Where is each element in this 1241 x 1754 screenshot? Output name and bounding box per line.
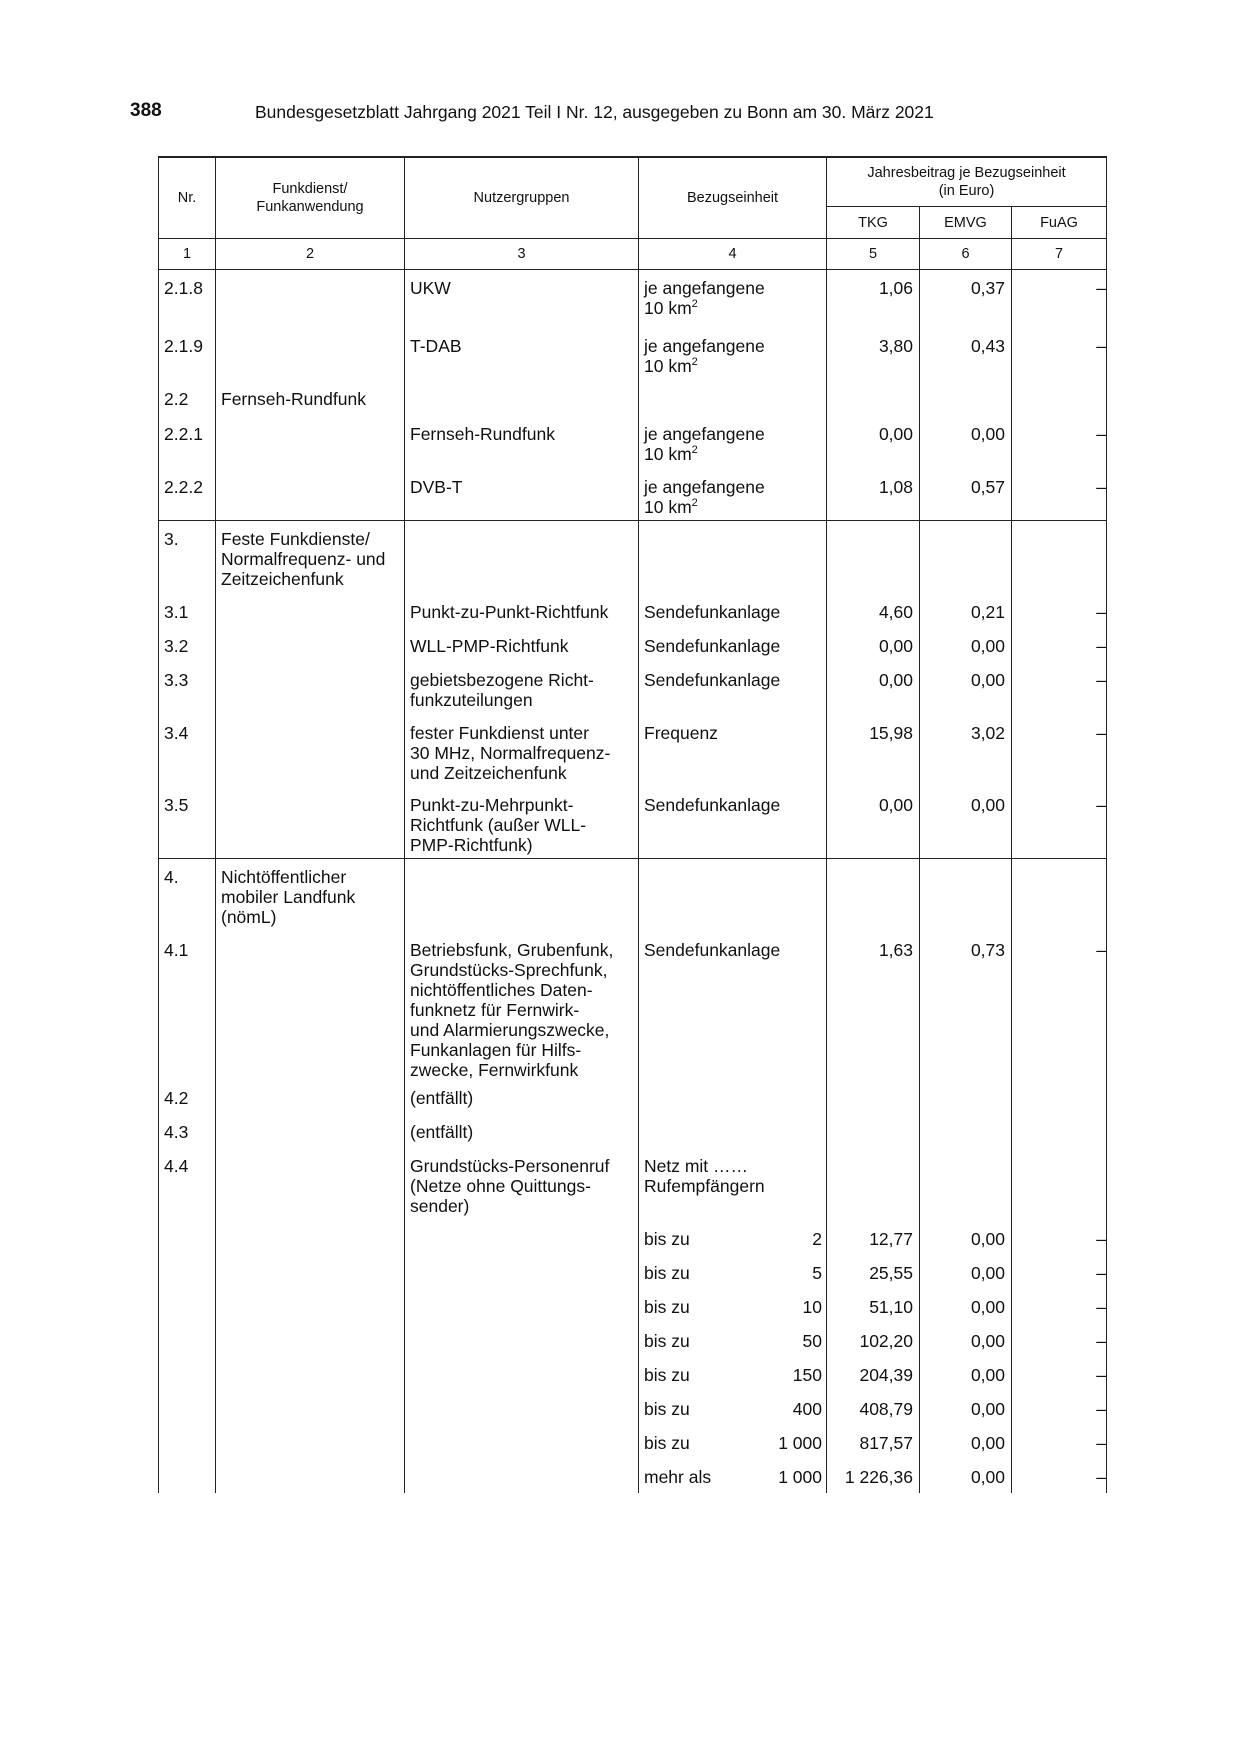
funkdienst-cell [216,787,404,795]
bezugseinheit-cell: je angefangene 10 $km^2$ [644,423,765,464]
fuag-value: – [1096,1296,1107,1317]
fuag-value: – [1096,794,1107,815]
table-row [159,787,1107,859]
fuag-value [1012,859,1106,867]
tkg-value: 12,77 [869,1228,913,1249]
page-title: Bundesgesetzblatt Jahrgang 2021 Teil I Nr. 12, ausgegeben zu Bonn am 30. März 2021 [255,102,934,122]
funkdienst-cell [216,1114,404,1122]
table-row [159,1080,1107,1114]
funkdienst-cell [216,270,404,278]
funkdienst-cell [216,1221,404,1229]
bezugseinheit-cell: bis zu [644,1330,690,1351]
column-number: 6 [920,239,1012,270]
column-number: 1 [159,239,216,270]
row-number: 3.4 [164,722,189,743]
row-number: 4. [164,867,179,887]
funkdienst-cell [216,932,404,940]
page-header [130,100,1030,130]
threshold-count: 1 000 [778,1466,822,1487]
emvg-value: 0,00 [970,1466,1005,1487]
funkdienst-cell [216,1459,404,1467]
fuag-value: – [1096,423,1107,444]
emvg-value: 0,37 [970,278,1005,298]
fuag-value: – [1096,278,1107,298]
header-nutzergruppen: Nutzergruppen [405,157,639,239]
tkg-value: 1,08 [878,476,913,497]
emvg-value: 0,00 [970,423,1005,444]
tkg-value: 3,80 [878,335,913,356]
funkdienst-cell [216,628,404,636]
funkdienst-cell [216,1255,404,1263]
row-number [159,1323,215,1331]
row-number [159,1255,215,1263]
emvg-value: 0,00 [970,1398,1005,1419]
bezugseinheit-cell: Frequenz [644,722,718,743]
nutzergruppe-cell [405,859,638,867]
header-fuag: FuAG [1012,207,1107,239]
row-number [159,1391,215,1399]
funkdienst-cell [216,416,404,424]
threshold-count: 10 [802,1296,822,1317]
table-row [159,328,1107,381]
row-number [159,1221,215,1229]
nutzergruppe-cell [405,381,638,389]
tkg-value: 0,00 [878,635,913,656]
tkg-value: 817,57 [859,1432,913,1453]
fuag-value: – [1096,1262,1107,1283]
emvg-value: 0,00 [970,1330,1005,1351]
fee-table [158,156,1107,1493]
column-number: 5 [827,239,920,270]
header-jahresbeitrag: Jahresbeitrag je Bezugseinheit (in Euro) [827,157,1107,207]
tkg-value [827,859,919,867]
emvg-value: 0,00 [970,669,1005,690]
bezugseinheit-cell: je angefangene 10 $km^2$ [644,476,765,517]
tkg-value: 1 226,36 [844,1466,913,1487]
emvg-value: 0,00 [970,1262,1005,1283]
tkg-value: 204,39 [859,1364,913,1385]
nutzergruppe-cell: WLL-PMP-Richtfunk [410,635,569,656]
table-row [159,715,1107,787]
tkg-value: 1,63 [878,939,913,960]
emvg-value: 0,21 [970,601,1005,622]
row-number: 2.2.2 [164,476,203,497]
bezugseinheit-cell: Sendefunkanlage [644,601,781,622]
column-number: 4 [639,239,827,270]
nutzergruppe-cell: Betriebsfunk, Grubenfunk, Grundstücks-Sprechfunk, nichtöffentliches Daten- funknetz für Fernwirk- und Alarmierungszwecke, Funkanlagen für Hilfs- zwecke, Fernwirkfunk [410,939,614,1080]
table-row [159,594,1107,628]
bezugseinheit-cell: bis zu [644,1432,690,1453]
row-number [159,1459,215,1467]
header-emvg: EMVG [920,207,1012,239]
nutzergruppe-cell: Punkt-zu-Punkt-Richtfunk [410,601,609,622]
funkdienst-cell [216,662,404,670]
funkdienst-cell [216,715,404,723]
row-number: 3.2 [164,635,189,656]
tkg-value: 25,55 [869,1262,913,1283]
bezugseinheit-cell: bis zu [644,1262,690,1283]
table-body [159,270,1107,1493]
funkdienst-cell [216,1357,404,1365]
nutzergruppe-cell [405,1391,638,1399]
table-row [159,1323,1107,1357]
row-number [159,1357,215,1365]
fuag-value: – [1096,669,1107,690]
nutzergruppe-cell [405,1289,638,1297]
tkg-value: 15,98 [869,722,913,743]
nutzergruppe-cell: DVB-T [410,476,463,497]
funkdienst-cell: Fernseh-Rundfunk [221,388,366,409]
table-row [159,1148,1107,1221]
emvg-value: 0,00 [970,794,1005,815]
bezugseinheit-cell: Netz mit …… Rufempfängern [644,1155,765,1196]
table-row [159,1255,1107,1289]
table-row [159,932,1107,1080]
bezugseinheit-cell: mehr als [644,1466,712,1487]
nutzergruppe-cell: UKW [410,278,451,298]
fuag-value: – [1096,1398,1107,1419]
tkg-value [827,1114,919,1122]
fuag-value: – [1096,635,1107,656]
row-number: 2.2.1 [164,423,203,444]
row-number: 2.1.9 [164,335,203,356]
tkg-value [827,521,919,529]
emvg-value: 0,00 [970,1296,1005,1317]
nutzergruppe-cell: gebietsbezogene Richt- funkzuteilungen [410,669,594,710]
nutzergruppe-cell: Grundstücks-Personenruf (Netze ohne Quittungs- sender) [410,1155,610,1216]
emvg-value: 0,00 [970,635,1005,656]
funkdienst-cell [216,594,404,602]
emvg-value: 0,43 [970,335,1005,356]
fuag-value: – [1096,476,1107,497]
tkg-value [827,1148,919,1156]
nutzergruppe-cell: Punkt-zu-Mehrpunkt- Richtfunk (außer WLL- PMP-Richtfunk) [410,794,587,855]
emvg-value: 0,73 [970,939,1005,960]
nutzergruppe-cell [405,1357,638,1365]
column-number: 7 [1012,239,1107,270]
nutzergruppe-cell: (entfällt) [410,1121,474,1142]
tkg-value: 0,00 [878,423,913,444]
header-nr: Nr. [159,157,216,239]
threshold-count: 50 [802,1330,822,1351]
emvg-value: 0,00 [970,1364,1005,1385]
emvg-value [920,1114,1011,1122]
nutzergruppe-cell: T-DAB [410,335,462,356]
fuag-value: – [1096,335,1107,356]
row-number: 3. [164,529,179,549]
funkdienst-cell [216,1148,404,1156]
table-row [159,1357,1107,1391]
bezugseinheit-cell: Sendefunkanlage [644,635,781,656]
tkg-value [827,1080,919,1088]
funkdienst-cell [216,1080,404,1088]
threshold-count: 5 [812,1262,822,1283]
table-row [159,469,1107,521]
funkdienst-cell: Feste Funkdienste/ Normalfrequenz- und Zeitzeichenfunk [221,529,386,589]
tkg-value: 4,60 [878,601,913,622]
row-number: 3.3 [164,669,189,690]
funkdienst-cell [216,1289,404,1297]
emvg-value [920,381,1011,389]
fuag-value: – [1096,1330,1107,1351]
fuag-value: – [1096,1466,1107,1487]
emvg-value: 3,02 [970,722,1005,743]
table-row [159,1221,1107,1255]
fuag-value: – [1096,1364,1107,1385]
threshold-count: 400 [792,1398,822,1419]
column-number: 2 [216,239,405,270]
nutzergruppe-cell [405,1255,638,1263]
fuag-value: – [1096,601,1107,622]
tkg-value: 51,10 [869,1296,913,1317]
table-row [159,521,1107,594]
bezugseinheit-cell: bis zu [644,1228,690,1249]
tkg-value: 0,00 [878,794,913,815]
nutzergruppe-cell: (entfällt) [410,1087,474,1108]
column-number: 3 [405,239,639,270]
header-tkg: TKG [827,207,920,239]
table-row [159,1425,1107,1459]
row-number: 4.4 [164,1155,189,1176]
fuag-value [1012,521,1106,529]
emvg-value [920,1148,1011,1156]
row-number: 4.2 [164,1087,189,1108]
tkg-value: 0,00 [878,669,913,690]
nutzergruppe-cell [405,1221,638,1229]
bezugseinheit-cell: bis zu [644,1364,690,1385]
nutzergruppe-cell [405,1459,638,1467]
table-row [159,1114,1107,1148]
funkdienst-cell [216,328,404,336]
emvg-value [920,1080,1011,1088]
header-funkdienst: Funkdienst/ Funkanwendung [216,157,405,239]
row-number: 2.2 [164,388,189,409]
funkdienst-cell [216,1323,404,1331]
fuag-value [1012,1114,1106,1122]
row-number: 3.5 [164,794,189,815]
table-row [159,859,1107,932]
emvg-value: 0,57 [970,476,1005,497]
nutzergruppe-cell [405,1425,638,1433]
bezugseinheit-cell: je angefangene 10 $km^2$ [644,278,765,318]
column-number-row [159,239,1107,270]
nutzergruppe-cell [405,1323,638,1331]
fuag-value: – [1096,1228,1107,1249]
page-number: 388 [130,100,162,121]
tkg-value: 408,79 [859,1398,913,1419]
table-row [159,628,1107,662]
table-row [159,381,1107,416]
fuag-value: – [1096,939,1107,960]
row-number: 4.3 [164,1121,189,1142]
fuag-value: – [1096,722,1107,743]
bezugseinheit-cell: Sendefunkanlage [644,939,781,960]
emvg-value: 0,00 [970,1228,1005,1249]
fuag-value [1012,381,1106,389]
table-row [159,270,1107,328]
funkdienst-cell [216,1391,404,1399]
fuag-value: – [1096,1432,1107,1453]
row-number: 4.1 [164,939,189,960]
emvg-value [920,859,1011,867]
funkdienst-cell [216,1425,404,1433]
table-row [159,416,1107,469]
bezugseinheit-cell: Sendefunkanlage [644,669,781,690]
nutzergruppe-cell: fester Funkdienst unter 30 MHz, Normalfrequenz- und Zeitzeichenfunk [410,722,611,783]
table-row [159,1459,1107,1493]
tkg-value: 102,20 [859,1330,913,1351]
bezugseinheit-cell: bis zu [644,1296,690,1317]
table-row [159,1289,1107,1323]
row-number: 3.1 [164,601,189,622]
emvg-value [920,521,1011,529]
row-number [159,1425,215,1433]
fuag-value [1012,1080,1106,1088]
table-row [159,662,1107,715]
tkg-value [827,381,919,389]
bezugseinheit-cell: Sendefunkanlage [644,794,781,815]
threshold-count: 150 [792,1364,822,1385]
funkdienst-cell [216,469,404,477]
header-bezugseinheit: Bezugseinheit [639,157,827,239]
emvg-value: 0,00 [970,1432,1005,1453]
bezugseinheit-cell: bis zu [644,1398,690,1419]
table-row [159,1391,1107,1425]
fuag-value [1012,1148,1106,1156]
row-number: 2.1.8 [164,278,203,298]
threshold-count: 2 [812,1228,822,1249]
threshold-count: 1 000 [778,1432,822,1453]
tkg-value: 1,06 [878,278,913,298]
row-number [159,1289,215,1297]
funkdienst-cell: Nichtöffentlicher mobiler Landfunk (nömL) [221,867,356,927]
nutzergruppe-cell [405,521,638,529]
nutzergruppe-cell: Fernseh-Rundfunk [410,423,555,444]
bezugseinheit-cell: je angefangene 10 $km^2$ [644,335,765,376]
